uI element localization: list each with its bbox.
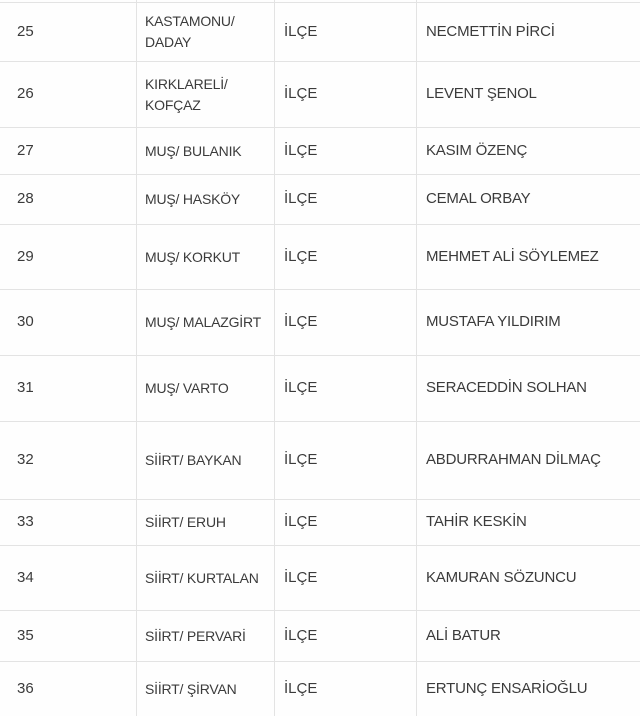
row-number-cell: 30	[0, 290, 137, 356]
district-cell: KIRKLARELİ/ KOFÇAZ	[137, 62, 275, 128]
type-cell: İLÇE	[275, 3, 417, 62]
district-cell: SİİRT/ BAYKAN	[137, 422, 275, 500]
type-cell: İLÇE	[275, 611, 417, 662]
type-cell: İLÇE	[275, 175, 417, 225]
type-cell: İLÇE	[275, 356, 417, 422]
type-cell: İLÇE	[275, 225, 417, 290]
district-cell: SİİRT/ ERUH	[137, 500, 275, 546]
candidate-name-cell: CEMAL ORBAY	[417, 175, 640, 225]
row-number-cell: 26	[0, 62, 137, 128]
type-cell: İLÇE	[275, 500, 417, 546]
candidate-name-cell: ALİ BATUR	[417, 611, 640, 662]
candidate-name-cell: LEVENT ŞENOL	[417, 62, 640, 128]
candidate-name-cell: ABDURRAHMAN DİLMAÇ	[417, 422, 640, 500]
district-cell: MUŞ/ BULANIK	[137, 128, 275, 175]
row-number-cell: 32	[0, 422, 137, 500]
candidate-name-cell: MEHMET ALİ SÖYLEMEZ	[417, 225, 640, 290]
row-number-cell: 35	[0, 611, 137, 662]
district-cell: SİİRT/ PERVARİ	[137, 611, 275, 662]
district-cell: MUŞ/ HASKÖY	[137, 175, 275, 225]
row-number-cell: 29	[0, 225, 137, 290]
type-cell: İLÇE	[275, 422, 417, 500]
row-number-cell: 31	[0, 356, 137, 422]
candidate-name-cell: TAHİR KESKİN	[417, 500, 640, 546]
candidate-name-cell: NECMETTİN PİRCİ	[417, 3, 640, 62]
candidate-name-cell: KAMURAN SÖZUNCU	[417, 546, 640, 611]
candidate-name-cell: ERTUNÇ ENSARİOĞLU	[417, 662, 640, 716]
row-number-cell: 33	[0, 500, 137, 546]
candidate-name-cell: KASIM ÖZENÇ	[417, 128, 640, 175]
type-cell: İLÇE	[275, 128, 417, 175]
row-number-cell: 28	[0, 175, 137, 225]
type-cell: İLÇE	[275, 62, 417, 128]
row-number-cell: 36	[0, 662, 137, 716]
district-cell: MUŞ/ KORKUT	[137, 225, 275, 290]
row-number-cell: 25	[0, 3, 137, 62]
district-cell: MUŞ/ MALAZGİRT	[137, 290, 275, 356]
district-cell: SİİRT/ KURTALAN	[137, 546, 275, 611]
type-cell: İLÇE	[275, 546, 417, 611]
candidate-name-cell: SERACEDDİN SOLHAN	[417, 356, 640, 422]
row-number-cell: 27	[0, 128, 137, 175]
district-cell: KASTAMONU/ DADAY	[137, 3, 275, 62]
candidate-name-cell: MUSTAFA YILDIRIM	[417, 290, 640, 356]
district-cell: MUŞ/ VARTO	[137, 356, 275, 422]
type-cell: İLÇE	[275, 662, 417, 716]
row-number-cell: 34	[0, 546, 137, 611]
type-cell: İLÇE	[275, 290, 417, 356]
district-cell: SİİRT/ ŞİRVAN	[137, 662, 275, 716]
